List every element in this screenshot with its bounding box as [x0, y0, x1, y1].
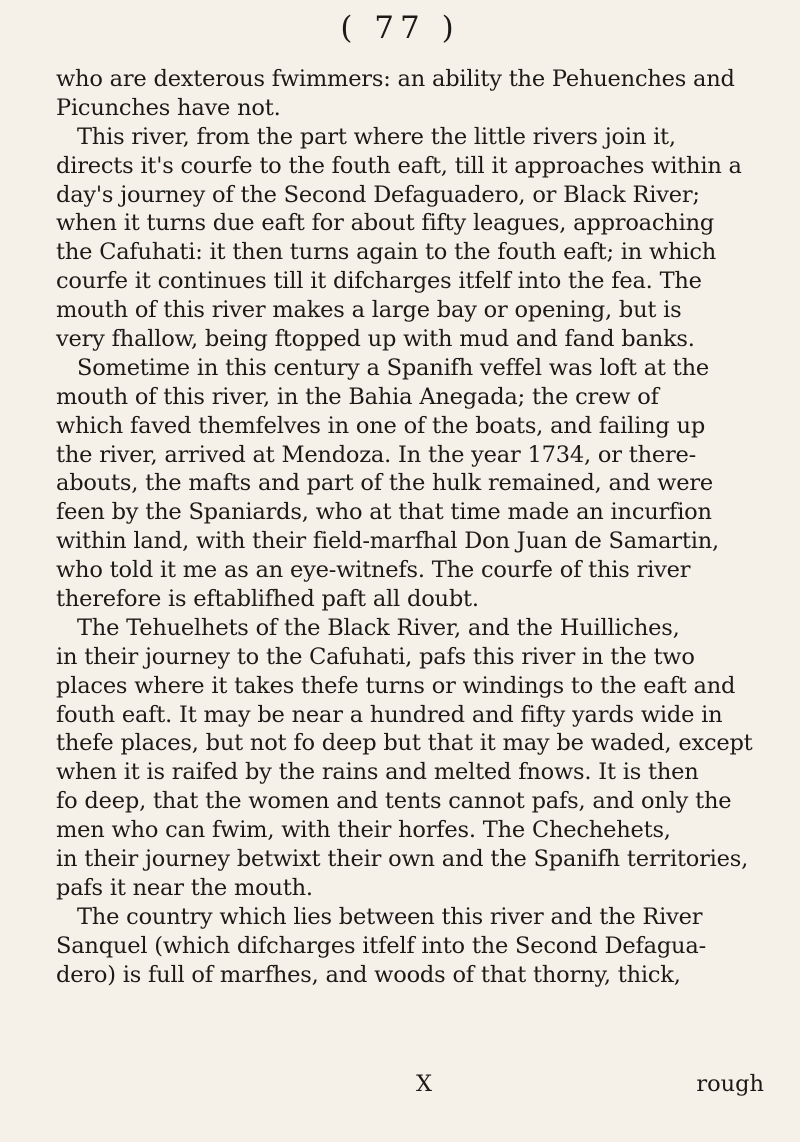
paragraph-start-line: The country which lies between this river and the River: [77, 903, 703, 930]
text-line: in their journey to the Cafuhati, pafs this river in the two: [56, 643, 695, 670]
text-line: within land, with their field-marfhal Don Juan de Samartin,: [56, 528, 719, 555]
text-line: which faved themfelves in one of the boats, and failing up: [56, 412, 706, 439]
text-line: pafs it near the mouth.: [56, 874, 313, 901]
paragraph-start-line: Sometime in this century a Spanifh veffel was loft at the: [77, 354, 709, 381]
text-line: who are dexterous fwimmers: an ability the Pehuenches and: [56, 66, 735, 92]
text-line: places where it takes thefe turns or windings to the eaft and: [56, 672, 736, 699]
text-line: Picunches have not.: [56, 94, 281, 121]
text-line: courfe it continues till it difcharges itfelf into the fea. The: [56, 268, 702, 295]
text-line: fo deep, that the women and tents cannot pafs, and only the: [56, 788, 732, 815]
text-line: fouth eaft. It may be near a hundred and fifty yards wide in: [56, 701, 723, 728]
text-line: thefe places, but not fo deep but that it may be waded, except: [56, 730, 753, 757]
text-line: dero) is full of marfhes, and woods of that thorny, thick,: [56, 961, 681, 988]
text-line: Sanquel (which difcharges itfelf into the Second Defagua-: [56, 932, 706, 959]
page-footer: [56, 1071, 776, 1099]
text-line: abouts, the mafts and part of the hulk remained, and were: [56, 470, 714, 497]
catchword: rough: [696, 1071, 764, 1097]
text-line: the Cafuhati: it then turns again to the fouth eaft; in which: [56, 239, 717, 266]
text-line: when it turns due eaft for about fifty leagues, approaching: [56, 210, 715, 237]
text-line: men who can fwim, with their horfes. The Chechehets,: [56, 817, 671, 844]
text-line: very fhallow, being ftopped up with mud and fand banks.: [56, 326, 695, 353]
paragraph-start-line: The Tehuelhets of the Black River, and the Huilliches,: [77, 614, 680, 641]
text-line: who told it me as an eye-witnefs. The courfe of this river: [56, 557, 691, 584]
text-line: the river, arrived at Mendoza. In the year 1734, or there-: [56, 441, 697, 468]
text-line: day's journey of the Second Defaguadero, or Black River;: [56, 181, 700, 208]
page-header: ( 77 ): [340, 10, 460, 46]
signature-mark: X: [416, 1071, 433, 1097]
text-line: mouth of this river makes a large bay or opening, but is: [56, 297, 682, 324]
text-line: directs it's courfe to the fouth eaft, till it approaches within a: [56, 152, 742, 179]
text-line: mouth of this river, in the Bahia Anegada; the crew of: [56, 383, 659, 410]
text-line: therefore is eftablifhed paft all doubt.: [56, 586, 479, 613]
paragraph-start-line: This river, from the part where the little rivers join it,: [77, 123, 676, 150]
text-line: feen by the Spaniards, who at that time made an incurfion: [56, 499, 712, 526]
text-line: when it is raifed by the rains and melted fnows. It is then: [56, 759, 699, 786]
text-line: in their journey betwixt their own and the Spanifh territories,: [56, 846, 749, 873]
body-text: [56, 65, 776, 990]
